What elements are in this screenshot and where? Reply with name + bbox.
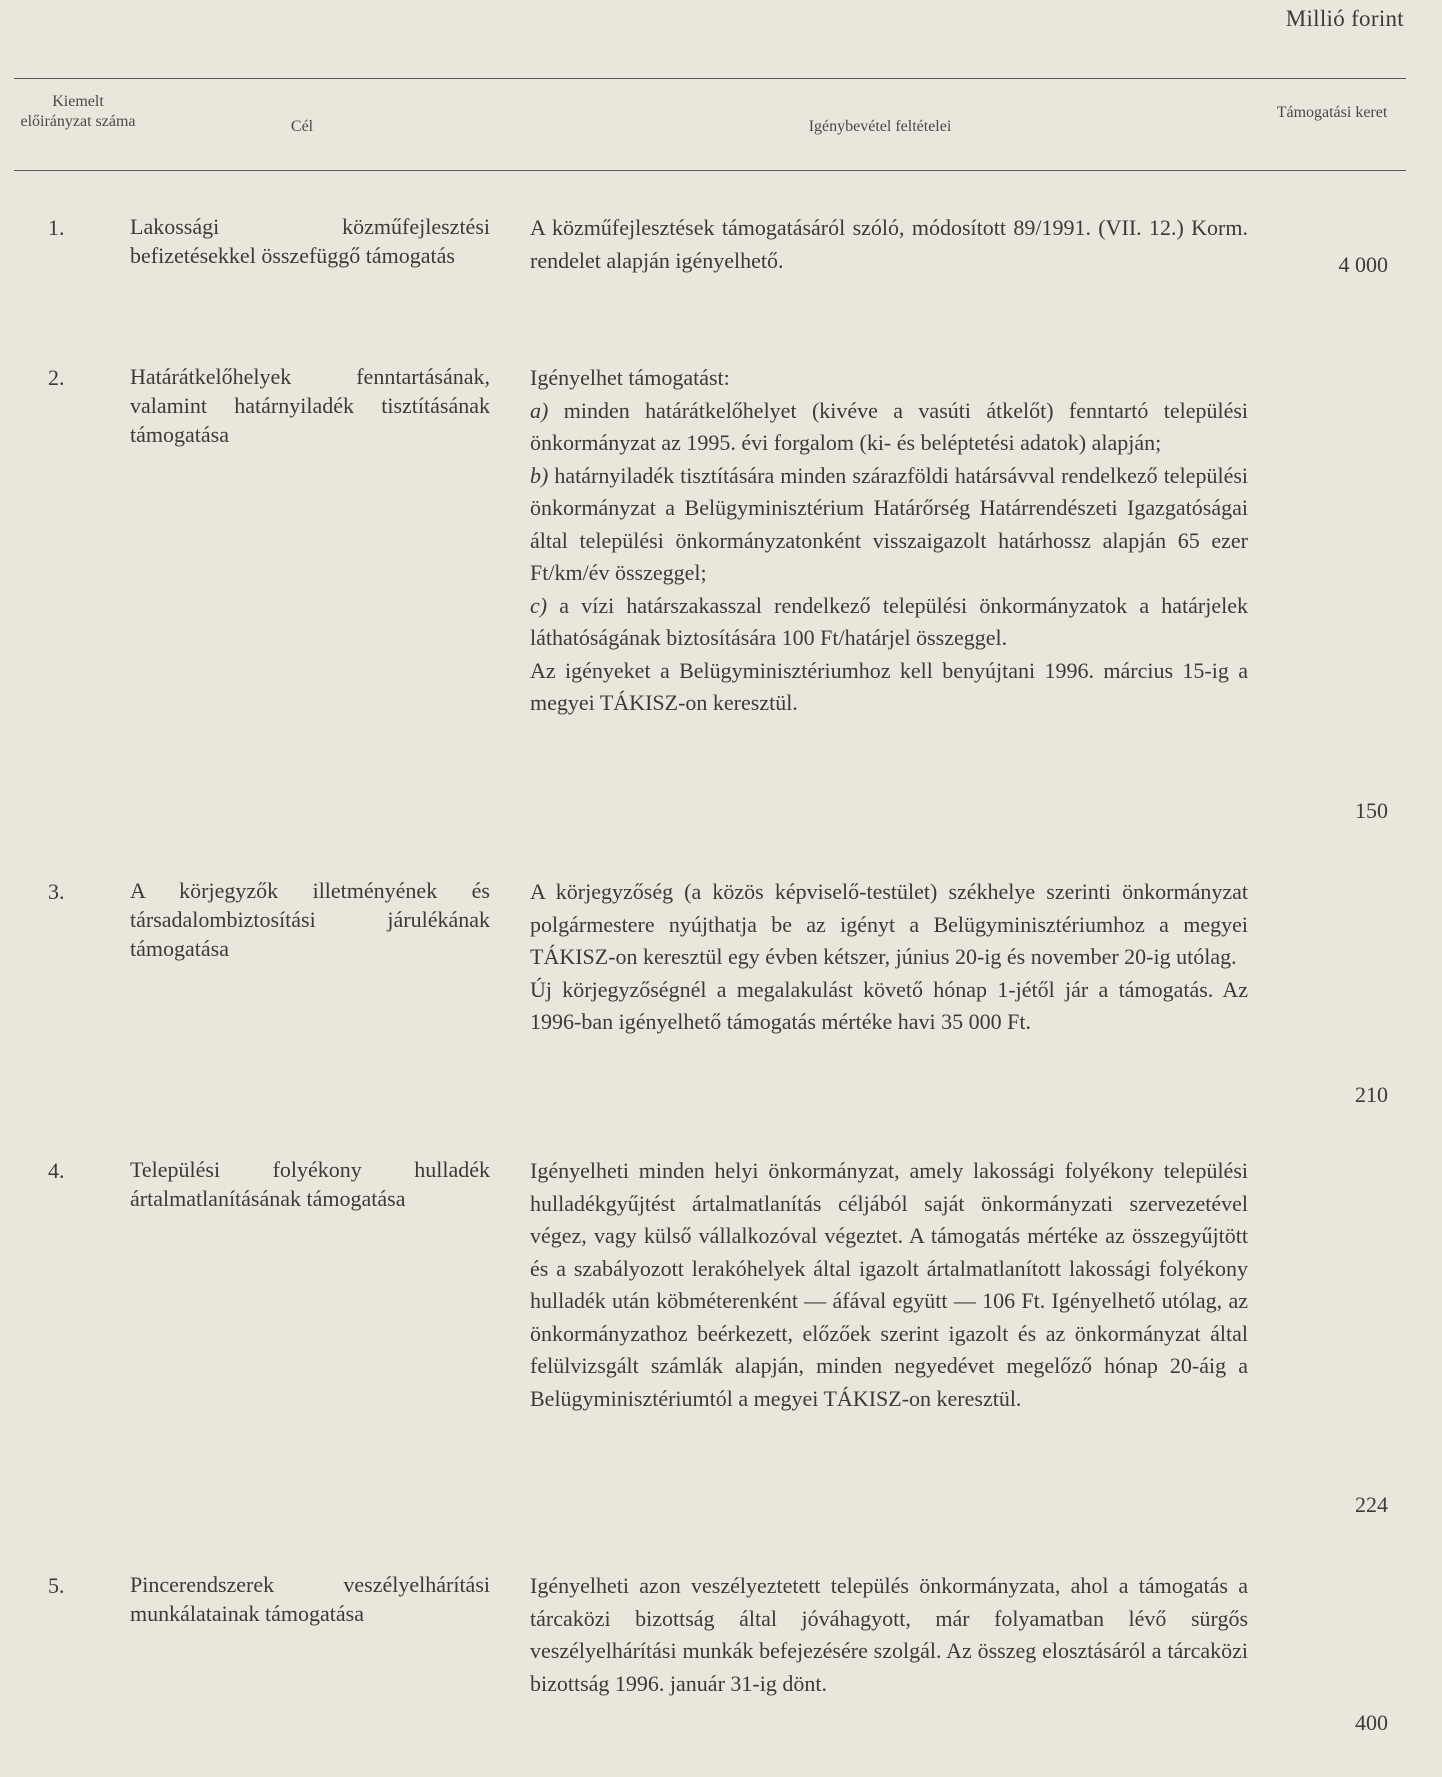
condition-item-c — [530, 590, 1248, 655]
row-conditions — [530, 212, 1248, 277]
row-conditions — [530, 362, 1248, 720]
condition-paragraph: A közműfejlesztések támogatásáról szóló, módosított 89/1991. (VII. 12.) Korm. rendelet alapján igényelhető. — [530, 215, 1248, 273]
condition-marker: a) — [530, 397, 549, 423]
header-number: Kiemelt előirányzat száma — [20, 93, 136, 130]
row-goal: Határátkelőhelyek fenntartásának, valamint határnyiladék tisztításának támogatása — [130, 364, 490, 447]
header-top-rule — [14, 78, 1406, 79]
condition-item-a — [530, 395, 1248, 460]
row-amount: 150 — [1355, 798, 1388, 823]
header-conditions: Igénybevétel feltételei — [808, 118, 952, 135]
header-bottom-rule — [14, 170, 1406, 171]
condition-text: minden határátkelőhelyet (kivéve a vasúti átkelőt) fenntartó települési önkormányzat az 1995. évi forgalom (ki- és beléptetési adatok) alapján; — [530, 397, 1249, 455]
condition-marker: b) — [530, 462, 549, 488]
condition-text: a vízi határszakasszal rendelkező települési önkormányzatok a határjelek láthatóságának biztosítására 100 Ft/határjel összeggel. — [530, 592, 1248, 650]
row-number: 4. — [48, 1158, 65, 1183]
row-number: 1. — [48, 215, 65, 240]
condition-paragraph: A körjegyzőség (a közös képviselő-testület) székhelye szerinti önkormányzat polgármestere nyújthatja be az igényt a Belügyminisztériumhoz a megyei TÁKISZ-on keresztül egy évben kétszer, június 20-ig és november 20-ig utólag. — [530, 879, 1248, 969]
row-goal: A körjegyzők illetményének és társadalombiztosítási járulékának támogatása — [130, 878, 490, 961]
row-amount: 210 — [1355, 1082, 1388, 1107]
condition-text: határnyiladék tisztítására minden szárazföldi határsávval rendelkező települési önkormányzat a Belügyminisztérium Határőrség Határrendészeti Igazgatóságai által települési önkormányzatonként visszaigazolt határhossz alapján 65 ezer Ft/km/év összeggel; — [530, 462, 1249, 585]
row-conditions — [530, 876, 1248, 1039]
row-amount: 400 — [1355, 1710, 1388, 1735]
row-goal: Lakossági közműfejlesztési befizetésekkel összefüggő támogatás — [130, 214, 490, 268]
condition-paragraph: Igényelhet támogatást: — [530, 365, 730, 390]
row-conditions — [530, 1155, 1248, 1415]
row-goal: Települési folyékony hulladék ártalmatlanításának támogatása — [130, 1157, 490, 1211]
condition-paragraph: Az igényeket a Belügyminisztériumhoz kell benyújtani 1996. március 15-ig a megyei TÁKISZ-on keresztül. — [530, 657, 1248, 715]
condition-item-b — [530, 460, 1248, 590]
row-number: 2. — [48, 365, 65, 390]
header-goal: Cél — [290, 118, 314, 135]
row-conditions — [530, 1570, 1248, 1700]
condition-paragraph: Igényelheti minden helyi önkormányzat, amely lakossági folyékony települési hulladékgyűjtést ártalmatlanítás céljából saját önkormányzati szervezetével végez, vagy külső vállalkozóval végeztet. A támogatás mértéke az összegyűjtött és a szabályozott lerakóhelyek által igazolt ártalmatlanított lakossági folyékony hulladék után köbméterenként — áfával együtt — 106 Ft. Igényelhető utólag, az önkormányzathoz beérkezett, előzőek szerint igazolt és az önkormányzat által felülvizsgált számlák alapján, minden negyedévet megelőző hónap 20-áig a Belügyminisztériumtól a megyei TÁKISZ-on keresztül. — [530, 1158, 1248, 1411]
condition-paragraph: Igényelheti azon veszélyeztetett település önkormányzata, ahol a támogatás a tárcaközi bizottság által jóváhagyott, már folyamatban lévő sürgős veszélyelhárítási munkák befejezésére szolgál. Az összeg elosztásáról a tárcaközi bizottság 1996. január 31-ig dönt. — [530, 1573, 1248, 1696]
row-goal: Pincerendszerek veszélyelhárítási munkálatainak támogatása — [130, 1572, 490, 1626]
condition-paragraph: Új körjegyzőségnél a megalakulást követő hónap 1-jétől jár a támogatás. Az 1996-ban igényelhető támogatás mértéke havi 35 000 Ft. — [530, 976, 1248, 1034]
row-amount: 4 000 — [1338, 252, 1388, 277]
unit-label: Millió forint — [1285, 6, 1404, 31]
row-number: 5. — [48, 1573, 65, 1598]
header-amount: Támogatási keret — [1276, 104, 1388, 121]
row-number: 3. — [48, 879, 65, 904]
condition-marker: c) — [530, 592, 548, 618]
row-amount: 224 — [1355, 1492, 1388, 1517]
